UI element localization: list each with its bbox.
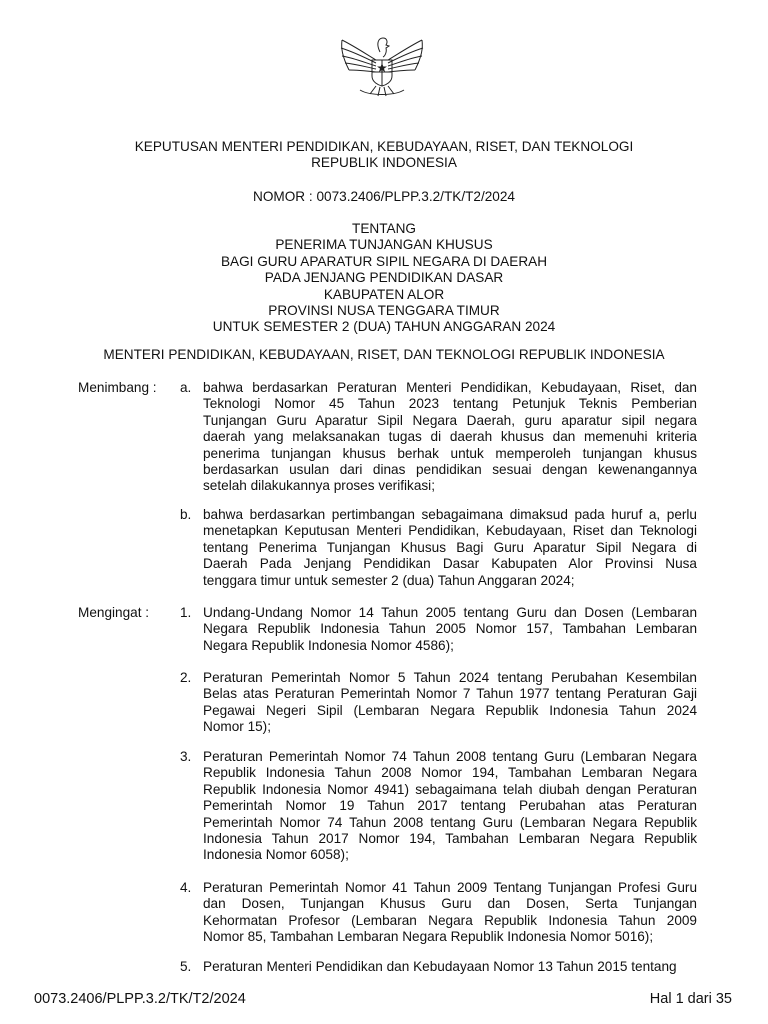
paragraph-line: Kehormatan Profesor (Lembaran Negara Republik Indonesia Tahun 2009	[203, 912, 697, 928]
paragraph-line: Belas atas Peraturan Pemerintah Nomor 7 Tahun 1977 tentang Peraturan Gaji	[203, 686, 697, 702]
menimbang-label: Menimbang :	[78, 380, 157, 395]
subject-line: TENTANG	[352, 221, 416, 236]
paragraph-line: Daerah Pada Jenjang Pendidikan Dasar Kabupaten Alor Provinsi Nusa	[203, 556, 697, 572]
paragraph-line: tentang Penerima Tunjangan Khusus Bagi Guru Aparatur Sipil Negara di	[203, 539, 697, 555]
paragraph-line: Peraturan Menteri Pendidikan dan Kebudayaan Nomor 13 Tahun 2015 tentang	[203, 959, 677, 974]
subject-line: BAGI GURU APARATUR SIPIL NEGARA DI DAERAH	[220, 253, 548, 269]
decree-subject	[0, 221, 768, 336]
paragraph-line: Tunjangan Guru Aparatur Sipil Negara Daerah, guru aparatur sipil negara	[203, 412, 697, 428]
garuda-emblem-icon	[336, 30, 428, 98]
paragraph-line: Negara Republik Indonesia Tahun 2005 Nomor 157, Tambahan Lembaran	[203, 621, 697, 637]
decree-number: NOMOR : 0073.2406/PLPP.3.2/TK/T2/2024	[253, 189, 515, 204]
subject-line: KABUPATEN ALOR	[323, 286, 445, 302]
mengingat-item-1	[203, 605, 697, 654]
decree-title-line: REPUBLIK INDONESIA	[311, 155, 457, 171]
paragraph-line: dan Dosen, Tunjangan Khusus Guru dan Dosen, Serta Tunjangan	[203, 896, 697, 912]
paragraph-line: setelah dilakukannya proses verifikasi;	[203, 478, 435, 494]
paragraph-line: berdasarkan usulan dari dinas pendidikan sesuai dengan kewenangannya	[203, 462, 697, 478]
paragraph-line: tenggara timur untuk semester 2 (dua) Tahun Anggaran 2024;	[203, 572, 575, 588]
paragraph-line: Pemerintah Nomor 74 Tahun 2008 tentang Guru (Lembaran Negara Republik	[203, 814, 697, 830]
paragraph-line: Pegawai Negeri Sipil (Lembaran Negara Republik Indonesia Tahun 2024	[203, 702, 697, 718]
paragraph-line: Peraturan Pemerintah Nomor 74 Tahun 2008 tentang Guru (Lembaran Negara	[203, 749, 697, 764]
subject-line: UNTUK SEMESTER 2 (DUA) TAHUN ANGGARAN 2024	[212, 319, 556, 335]
paragraph-line: daerah yang melaksanakan tugas di daerah khusus dan memenuhi kriteria	[203, 429, 697, 445]
item-marker: 3.	[180, 749, 192, 764]
item-marker: 4.	[180, 880, 192, 895]
subject-line: PADA JENJANG PENDIDIKAN DASAR	[264, 270, 504, 286]
paragraph-line: Nomor 85, Tambahan Lembaran Negara Republik Indonesia Nomor 5016);	[203, 929, 654, 945]
item-marker: a.	[180, 380, 192, 395]
paragraph-line: Negara Republik Indonesia Nomor 4586);	[203, 637, 454, 653]
paragraph-line: Indonesia Nomor 6058);	[203, 847, 349, 863]
paragraph-line: Nomor 15);	[203, 719, 271, 735]
mengingat-label: Mengingat :	[78, 605, 150, 620]
paragraph-line: bahwa berdasarkan pertimbangan sebagaimana dimaksud pada huruf a, perlu	[203, 507, 697, 522]
item-marker: b.	[180, 507, 192, 522]
paragraph-line: bahwa berdasarkan Peraturan Menteri Pendidikan, Kebudayaan, Riset, dan	[203, 380, 697, 395]
footer-page-number: Hal 1 dari 35	[649, 991, 732, 1007]
minister-heading: MENTERI PENDIDIKAN, KEBUDAYAAN, RISET, DAN TEKNOLOGI REPUBLIK INDONESIA	[103, 347, 665, 362]
paragraph-line: Indonesia Tahun 2017 Nomor 194, Tambahan Lembaran Negara Republik	[203, 831, 697, 847]
paragraph-line: Teknologi Nomor 45 Tahun 2023 tentang Petunjuk Teknis Pemberian	[203, 396, 697, 412]
item-marker: 2.	[180, 670, 192, 685]
paragraph-line: Peraturan Pemerintah Nomor 41 Tahun 2009 Tentang Tunjangan Profesi Guru	[203, 880, 697, 895]
paragraph-line: Peraturan Pemerintah Nomor 5 Tahun 2024 tentang Perubahan Kesembilan	[203, 670, 697, 685]
paragraph-line: Republik Indonesia Nomor 4941) sebagaimana telah diubah dengan Peraturan	[203, 781, 697, 797]
paragraph-line: Republik Indonesia Tahun 2008 Nomor 194, Tambahan Lembaran Negara	[203, 765, 697, 781]
menimbang-item-a	[203, 380, 697, 495]
decree-title	[0, 139, 768, 172]
item-marker: 5.	[180, 959, 192, 974]
mengingat-item-3	[203, 749, 697, 864]
paragraph-line: penerima tunjangan khusus berhak untuk memperoleh tunjangan khusus	[203, 445, 697, 461]
subject-line: PROVINSI NUSA TENGGARA TIMUR	[268, 303, 500, 319]
mengingat-item-2	[203, 670, 697, 736]
menimbang-item-b	[203, 507, 697, 589]
decree-title-line: KEPUTUSAN MENTERI PENDIDIKAN, KEBUDAYAAN, RISET, DAN TEKNOLOGI	[134, 139, 634, 154]
mengingat-item-4	[203, 880, 697, 946]
mengingat-item-5	[203, 959, 697, 975]
paragraph-line: Pemerintah Nomor 19 Tahun 2017 tentang Perubahan atas Peraturan	[203, 798, 697, 814]
item-marker: 1.	[180, 605, 192, 620]
subject-line: PENERIMA TUNJANGAN KHUSUS	[275, 237, 493, 253]
footer-doc-number: 0073.2406/PLPP.3.2/TK/T2/2024	[34, 991, 246, 1007]
paragraph-line: menetapkan Keputusan Menteri Pendidikan, Kebudayaan, Riset dan Teknologi	[203, 523, 697, 539]
paragraph-line: Undang-Undang Nomor 14 Tahun 2005 tentang Guru dan Dosen (Lembaran	[203, 605, 697, 620]
